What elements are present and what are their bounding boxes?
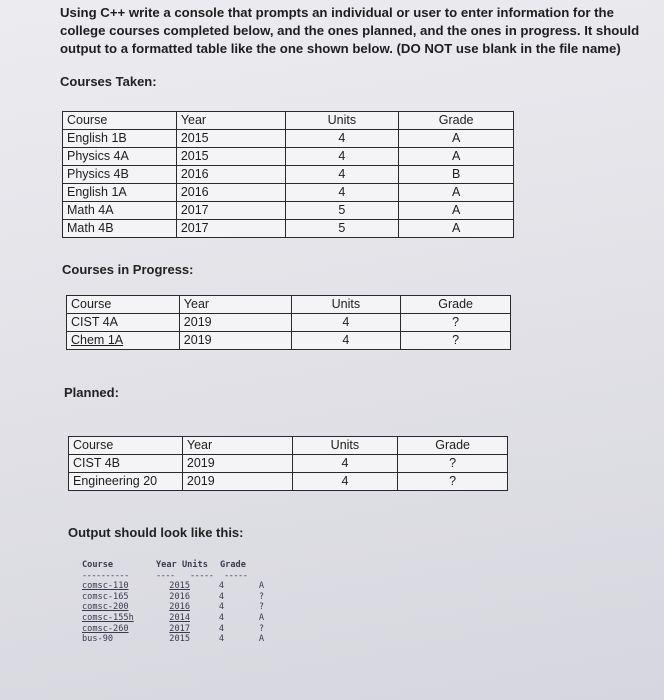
console-cell: 2015 <box>169 634 190 645</box>
console-row <box>82 613 272 624</box>
console-row <box>82 602 272 613</box>
taken-table-cell: 2015 <box>176 148 285 166</box>
console-separator-units: ----- <box>190 570 214 581</box>
taken-table-cell: 2016 <box>176 184 285 202</box>
progress-header-cell: Course <box>67 296 180 314</box>
planned-table-cell: CIST 4B <box>69 455 183 473</box>
planned-table <box>68 436 508 491</box>
planned-table-cell: ? <box>398 473 508 491</box>
planned-header-cell: Grade <box>398 437 508 455</box>
progress-header-cell: Year <box>179 296 291 314</box>
courses-in-progress-label: Courses in Progress: <box>62 262 194 277</box>
output-example-label: Output should look like this: <box>68 525 244 540</box>
planned-table-cell: 2019 <box>182 473 292 491</box>
console-header-year: Year <box>156 560 177 570</box>
console-separator-row <box>82 571 272 582</box>
taken-table-cell: 4 <box>285 130 399 148</box>
taken-header-cell: Course <box>63 112 177 130</box>
taken-table-cell: 5 <box>285 220 399 238</box>
console-cell: 2015 <box>169 581 190 592</box>
console-separator-grade: ----- <box>224 570 248 581</box>
taken-table-cell: 2015 <box>176 130 285 148</box>
courses-taken-label: Courses Taken: <box>60 74 157 89</box>
taken-table-row <box>63 166 514 184</box>
console-cell: ? <box>258 623 264 634</box>
taken-table-cell: English 1A <box>63 184 177 202</box>
console-row <box>82 592 272 603</box>
console-cell: comsc-200 <box>82 602 129 613</box>
console-row <box>82 624 272 635</box>
progress-header-cell: Grade <box>401 296 511 314</box>
planned-table-cell: 4 <box>292 455 398 473</box>
console-cell: 2017 <box>169 623 190 634</box>
console-separator-course: ---------- <box>82 570 129 581</box>
taken-header-row <box>63 112 514 130</box>
console-cell: 4 <box>218 623 224 634</box>
taken-table-cell: Math 4A <box>63 202 177 220</box>
planned-table-cell: ? <box>398 455 508 473</box>
planned-label: Planned: <box>64 385 119 400</box>
planned-header-row <box>69 437 508 455</box>
console-cell: A <box>258 634 264 645</box>
console-header-units: Units <box>182 560 208 570</box>
progress-table-cell: CIST 4A <box>67 314 180 332</box>
taken-header-cell: Year <box>176 112 285 130</box>
taken-table-row <box>63 130 514 148</box>
taken-table-cell: A <box>399 202 514 220</box>
console-header-grade: Grade <box>220 560 246 570</box>
progress-table-cell: 4 <box>291 314 401 332</box>
console-cell: 4 <box>218 602 224 613</box>
taken-table-cell: Math 4B <box>63 220 177 238</box>
taken-table-cell: English 1B <box>63 130 177 148</box>
taken-table-cell: 4 <box>285 166 399 184</box>
planned-table-cell: Engineering 20 <box>69 473 183 491</box>
console-cell: 4 <box>218 591 224 602</box>
progress-header-row <box>67 296 511 314</box>
console-row <box>82 581 272 592</box>
console-cell: comsc-260 <box>82 623 129 634</box>
console-header-row <box>82 560 272 571</box>
progress-table-cell: 2019 <box>179 314 291 332</box>
console-cell: 4 <box>218 634 224 645</box>
progress-table-row <box>67 314 511 332</box>
progress-table-cell: Chem 1A <box>67 332 180 350</box>
taken-table-row <box>63 220 514 238</box>
taken-table-cell: A <box>399 220 514 238</box>
console-cell: 2016 <box>169 591 190 602</box>
console-cell: A <box>258 612 264 623</box>
console-cell: 2014 <box>169 612 190 623</box>
taken-table-cell: Physics 4A <box>63 148 177 166</box>
console-separator-year: ---- <box>156 570 175 581</box>
taken-table-cell: B <box>399 166 514 184</box>
console-cell: 4 <box>218 612 224 623</box>
taken-header-cell: Units <box>285 112 399 130</box>
console-header-course: Course <box>82 560 114 570</box>
courses-taken-table <box>62 111 514 238</box>
taken-table-cell: A <box>399 184 514 202</box>
console-cell: bus-90 <box>82 634 114 645</box>
assignment-instructions: Using C++ write a console that prompts an individual or user to enter information for the college courses completed below, and the ones planned, and the ones in progress. It should output to a formatted table like the one shown below. (DO NOT use blank in the file name) <box>60 5 640 56</box>
taken-table-cell: Physics 4B <box>63 166 177 184</box>
taken-table-cell: 4 <box>285 184 399 202</box>
progress-table-cell: 2019 <box>179 332 291 350</box>
progress-table-cell: ? <box>401 314 511 332</box>
planned-header-cell: Course <box>69 437 183 455</box>
taken-table-cell: 2016 <box>176 166 285 184</box>
progress-table-cell: ? <box>401 332 511 350</box>
console-cell: comsc-155h <box>82 612 134 623</box>
taken-table-row <box>63 202 514 220</box>
console-row <box>82 634 272 645</box>
planned-table-row <box>69 473 508 491</box>
console-cell: ? <box>258 591 264 602</box>
taken-table-cell: 2017 <box>176 202 285 220</box>
planned-header-cell: Year <box>182 437 292 455</box>
taken-table-cell: A <box>399 148 514 166</box>
progress-table-row <box>67 332 511 350</box>
console-cell: ? <box>258 602 264 613</box>
taken-table-cell: 5 <box>285 202 399 220</box>
planned-table-row <box>69 455 508 473</box>
taken-header-cell: Grade <box>399 112 514 130</box>
taken-table-cell: 2017 <box>176 220 285 238</box>
console-rows <box>82 581 272 645</box>
planned-table-cell: 2019 <box>182 455 292 473</box>
progress-table-cell: 4 <box>291 332 401 350</box>
progress-header-cell: Units <box>291 296 401 314</box>
console-cell: 4 <box>218 581 224 592</box>
taken-table-cell: A <box>399 130 514 148</box>
taken-table-row <box>63 184 514 202</box>
console-output-sample <box>82 560 272 645</box>
planned-table-cell: 4 <box>292 473 398 491</box>
courses-in-progress-table <box>66 295 511 350</box>
planned-header-cell: Units <box>292 437 398 455</box>
console-cell: A <box>258 581 264 592</box>
console-cell: comsc-110 <box>82 581 129 592</box>
console-cell: 2016 <box>169 602 190 613</box>
taken-table-row <box>63 148 514 166</box>
console-cell: comsc-165 <box>82 591 129 602</box>
taken-table-cell: 4 <box>285 148 399 166</box>
